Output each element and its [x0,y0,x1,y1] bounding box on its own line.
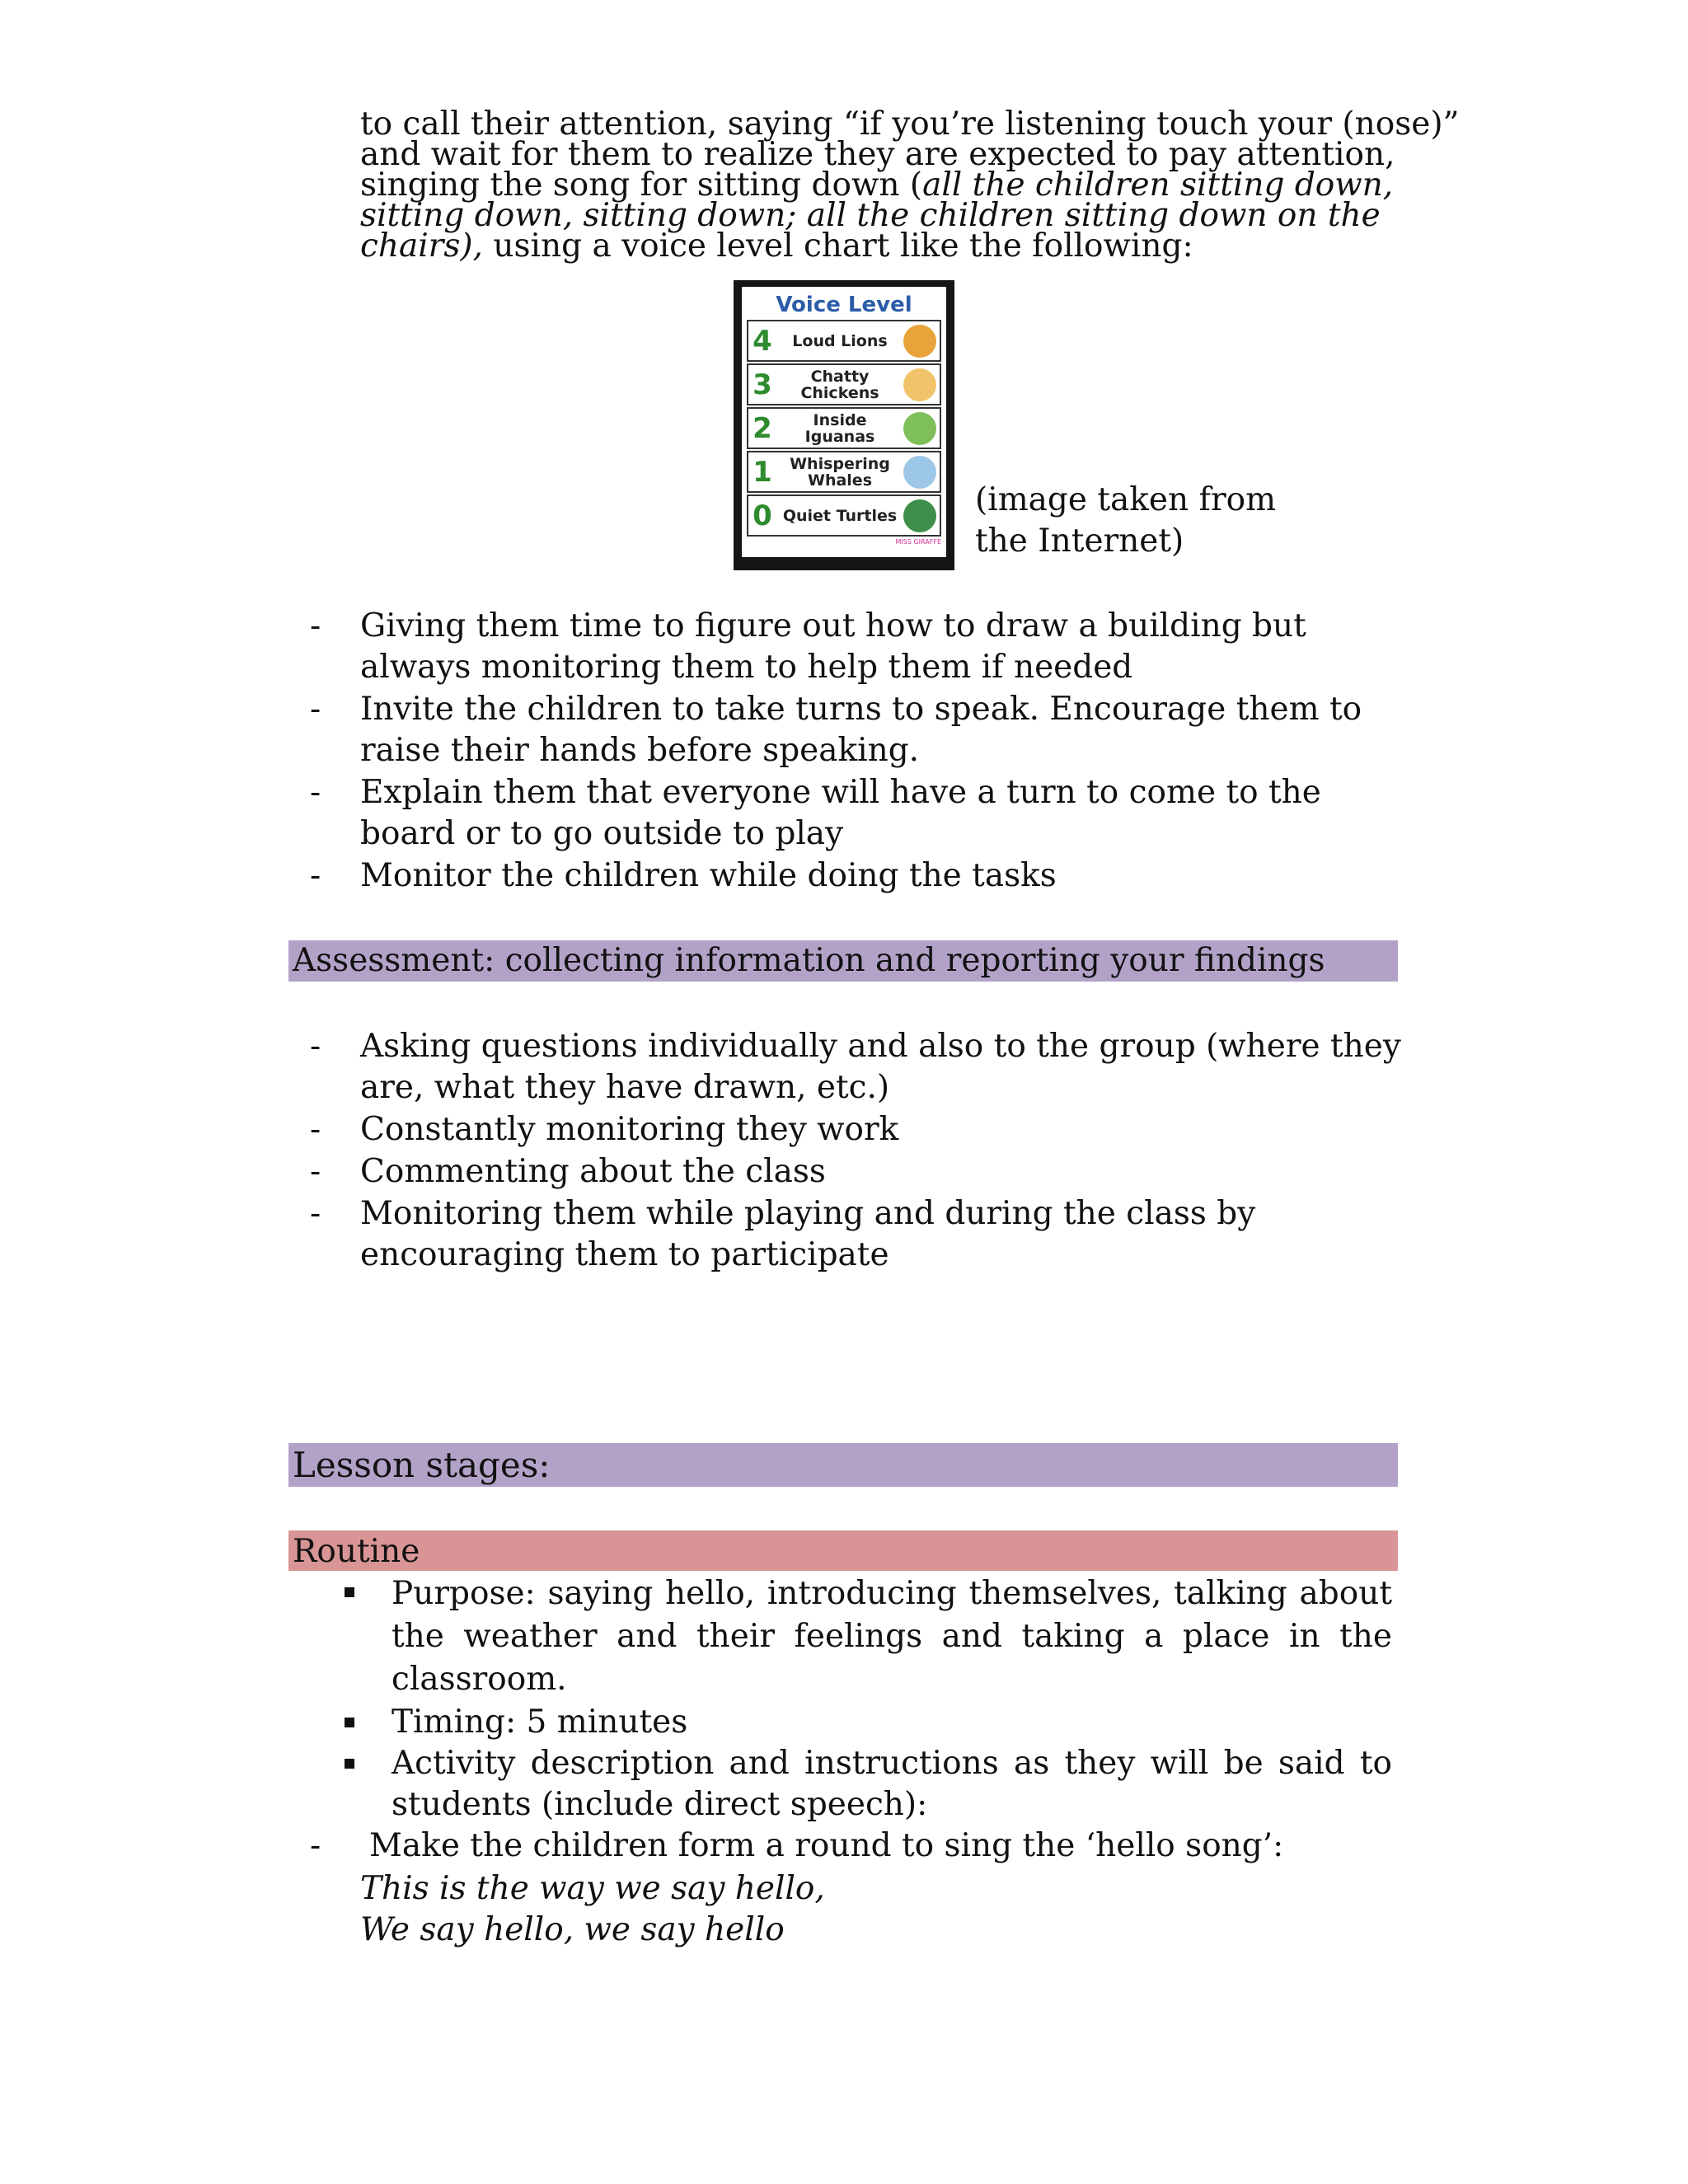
square-bullet-icon [345,1718,354,1727]
lion-icon [903,325,936,358]
list-item-text: Monitoring them while playing and during the class by encouraging them to participate [360,1195,1256,1273]
level-number: 4 [753,324,772,358]
assessment-heading: Assessment: collecting information and reporting your findings [288,940,1398,982]
song-instruction: Make the children form a round to sing the ‘hello song’: [369,1827,1284,1864]
song-text: chairs), [360,227,483,265]
list-item [0,1151,1401,1193]
level-number: 3 [753,368,772,401]
list-item-text: Asking questions individually and also to the group (where they are, what they have drawn, etc.) [360,1028,1401,1106]
list-item-text: Explain them that everyone will have a turn to come to the board or to go outside to play [360,774,1321,852]
dash-marker: - [310,857,321,894]
level-label: Chatty Chickens [800,367,879,402]
dash-marker: - [310,1195,321,1232]
chart-row [747,407,941,449]
level-number: 1 [753,455,772,489]
dash-marker: - [310,691,321,728]
dash-marker: - [310,1111,321,1148]
lesson-stages-heading: Lesson stages: [288,1443,1398,1487]
activity-description [392,1743,1392,1825]
list-item-text: Invite the children to take turns to speak. Encourage them to raise their hands before speaking. [360,691,1362,769]
chart-title: Voice Level [776,293,912,317]
list-item [0,1109,1401,1151]
level-number: 0 [753,499,772,532]
intro-line [360,166,1399,204]
teaching-strategies-list [0,606,1401,898]
list-item-text: Monitor the children while doing the tasks [360,857,1057,894]
image-caption: (image taken from the Internet) [975,481,1277,560]
dash-marker: - [310,1028,321,1065]
list-item-text: Giving them time to figure out how to draw a building but always monitoring them to help them if needed [360,607,1306,686]
whale-icon [903,456,936,489]
song-text: all the children sitting down, [922,166,1394,204]
intro-line: to call their attention, saying “if you’re listening touch your (nose)” [360,105,1460,143]
voice-level-chart-image [734,280,954,570]
chicken-icon [903,368,936,401]
chart-row [747,320,941,362]
chart-row [747,451,941,493]
turtle-icon [903,499,936,532]
purpose-text: Purpose: saying hello, introducing themselves, talking about the weather and their feelings and taking a place in the classroom. [392,1575,1392,1698]
intro-line: sitting down, sitting down; all the children sitting down on the [360,197,1381,234]
chart-footer: MISS GIRAFFE [895,538,941,546]
intro-line: and wait for them to realize they are expected to pay attention, [360,136,1395,173]
list-item [0,855,1401,897]
song-lyric: We say hello, we say hello [360,1911,785,1948]
level-label: Quiet Turtles [782,506,898,525]
intro-text: using a voice level chart like the following: [482,227,1193,265]
iguana-icon [903,412,936,445]
list-item [0,1193,1401,1276]
list-item [0,689,1401,771]
intro-line [360,227,1399,265]
intro-text: singing the song for sitting down ( [360,166,923,204]
square-bullet-icon [345,1759,354,1769]
activity-line: students (include direct speech): [392,1786,928,1823]
list-item [0,772,1401,855]
list-item [0,606,1401,688]
level-label: Loud Lions [792,331,888,350]
chart-row [747,494,941,537]
activity-line: Activity description and instructions as they will be said to [392,1745,1392,1782]
list-item-text: Commenting about the class [360,1153,826,1190]
list-item [0,1026,1401,1108]
level-label: Inside Iguanas [804,410,875,446]
song-lyric: This is the way we say hello, [360,1870,825,1907]
intro-paragraph [360,105,1460,265]
chart-row [747,363,941,405]
list-item-text: Constantly monitoring they work [360,1111,899,1148]
level-number: 2 [753,411,772,445]
dash-marker: - [310,607,321,644]
dash-marker: - [310,1827,321,1864]
square-bullet-icon [345,1587,354,1597]
level-label: Whispering Whales [790,454,890,490]
dash-marker: - [310,774,321,811]
dash-marker: - [310,1153,321,1190]
voice-level-chart [742,287,946,557]
timing-text: Timing: 5 minutes [392,1704,688,1741]
assessment-list [0,1026,1401,1277]
routine-heading: Routine [288,1530,1398,1571]
